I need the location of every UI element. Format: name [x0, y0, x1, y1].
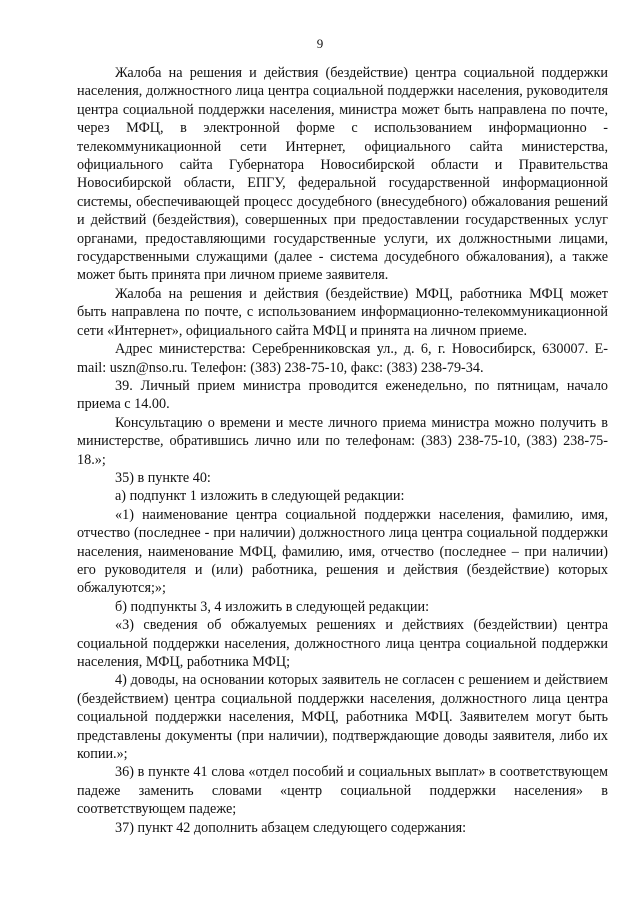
paragraph-consultation: Консультацию о времени и месте личного приема министра можно получить в министерстве, обратившись лично или по телефонам: (383) 238-75-10, (383) 238-75-18.»;	[77, 414, 608, 468]
paragraph-ministry-address: Адрес министерства: Серебренниковская ул., д. 6, г. Новосибирск, 630007. E-mail: uszn@nso.ru. Телефон: (383) 238-75-10, факс: (383) 238-79-34.	[77, 341, 608, 376]
paragraph-subitem-b: б) подпункты 3, 4 изложить в следующей редакции:	[115, 598, 430, 615]
paragraph-item-37: 37) пункт 42 дополнить абзацем следующего содержания:	[115, 819, 467, 836]
paragraph-item-35: 35) в пункте 40:	[115, 469, 211, 486]
paragraph-complaint-mfc: Жалоба на решения и действия (бездействие) МФЦ, работника МФЦ может быть направлена по почте, с использованием информационно-телекоммуникационной сети «Интернет», официального сайта МФЦ и принята на личном приеме.	[77, 285, 608, 339]
paragraph-subitem-a: а) подпункт 1 изложить в следующей редакции:	[115, 488, 405, 505]
paragraph-item-39: 39. Личный прием министра проводится еженедельно, по пятницам, начало приема с 14.00.	[77, 377, 608, 413]
paragraph-quote-4: 4) доводы, на основании которых заявитель не согласен с решением и действием (бездействием) центра социальной поддержки населения, должностного лица центра социальной поддержки населения, МФЦ, работника МФЦ. Заявителем могут быть представлены документы (при наличии), подтверждающие доводы заявителя, либо их копии.»;	[77, 672, 608, 763]
page-number: 9	[316, 36, 324, 51]
paragraph-complaint-general: Жалоба на решения и действия (бездействие) центра социальной поддержки населения, должностного лица центра социальной поддержки населения, руководителя центра социальной поддержки населения, министра может быть направлена по почте, через МФЦ, в электронной форме с использованием информационно - телекоммуникационной сети Интернет, официального сайта министерства, официального сайта Губернатора Новосибирской области и Правительства Новосибирской области, ЕПГУ, федеральной государственной информационной системы, обеспечивающей процесс досудебного (внесудебного) обжалования решений и действий (бездействия), совершенных при предоставлении государственных услуг органами, предоставляющими государственные услуги, их должностными лицами, государственными служащими (далее - система досудебного обжалования), а также может быть принята при личном приеме заявителя.	[77, 65, 608, 284]
paragraph-quote-1: «1) наименование центра социальной поддержки населения, фамилию, имя, отчество (последнее - при наличии) должностного лица центра социальной поддержки населения, наименование МФЦ, фамилию, имя, отчество (последнее – при наличии) его руководителя и (или) работника, решения и действия (бездействие) которых обжалуются;»;	[77, 506, 608, 597]
paragraph-item-36: 36) в пункте 41 слова «отдел пособий и социальных выплат» в соответствующем падеже заменить словами «центр социальной поддержки населения» в соответствующем падеже;	[77, 764, 608, 818]
document-body	[77, 64, 608, 837]
paragraph-quote-3: «3) сведения об обжалуемых решениях и действиях (бездействии) центра социальной поддержки населения, должностного лица центра социальной поддержки населения, МФЦ, работника МФЦ;	[77, 617, 608, 670]
